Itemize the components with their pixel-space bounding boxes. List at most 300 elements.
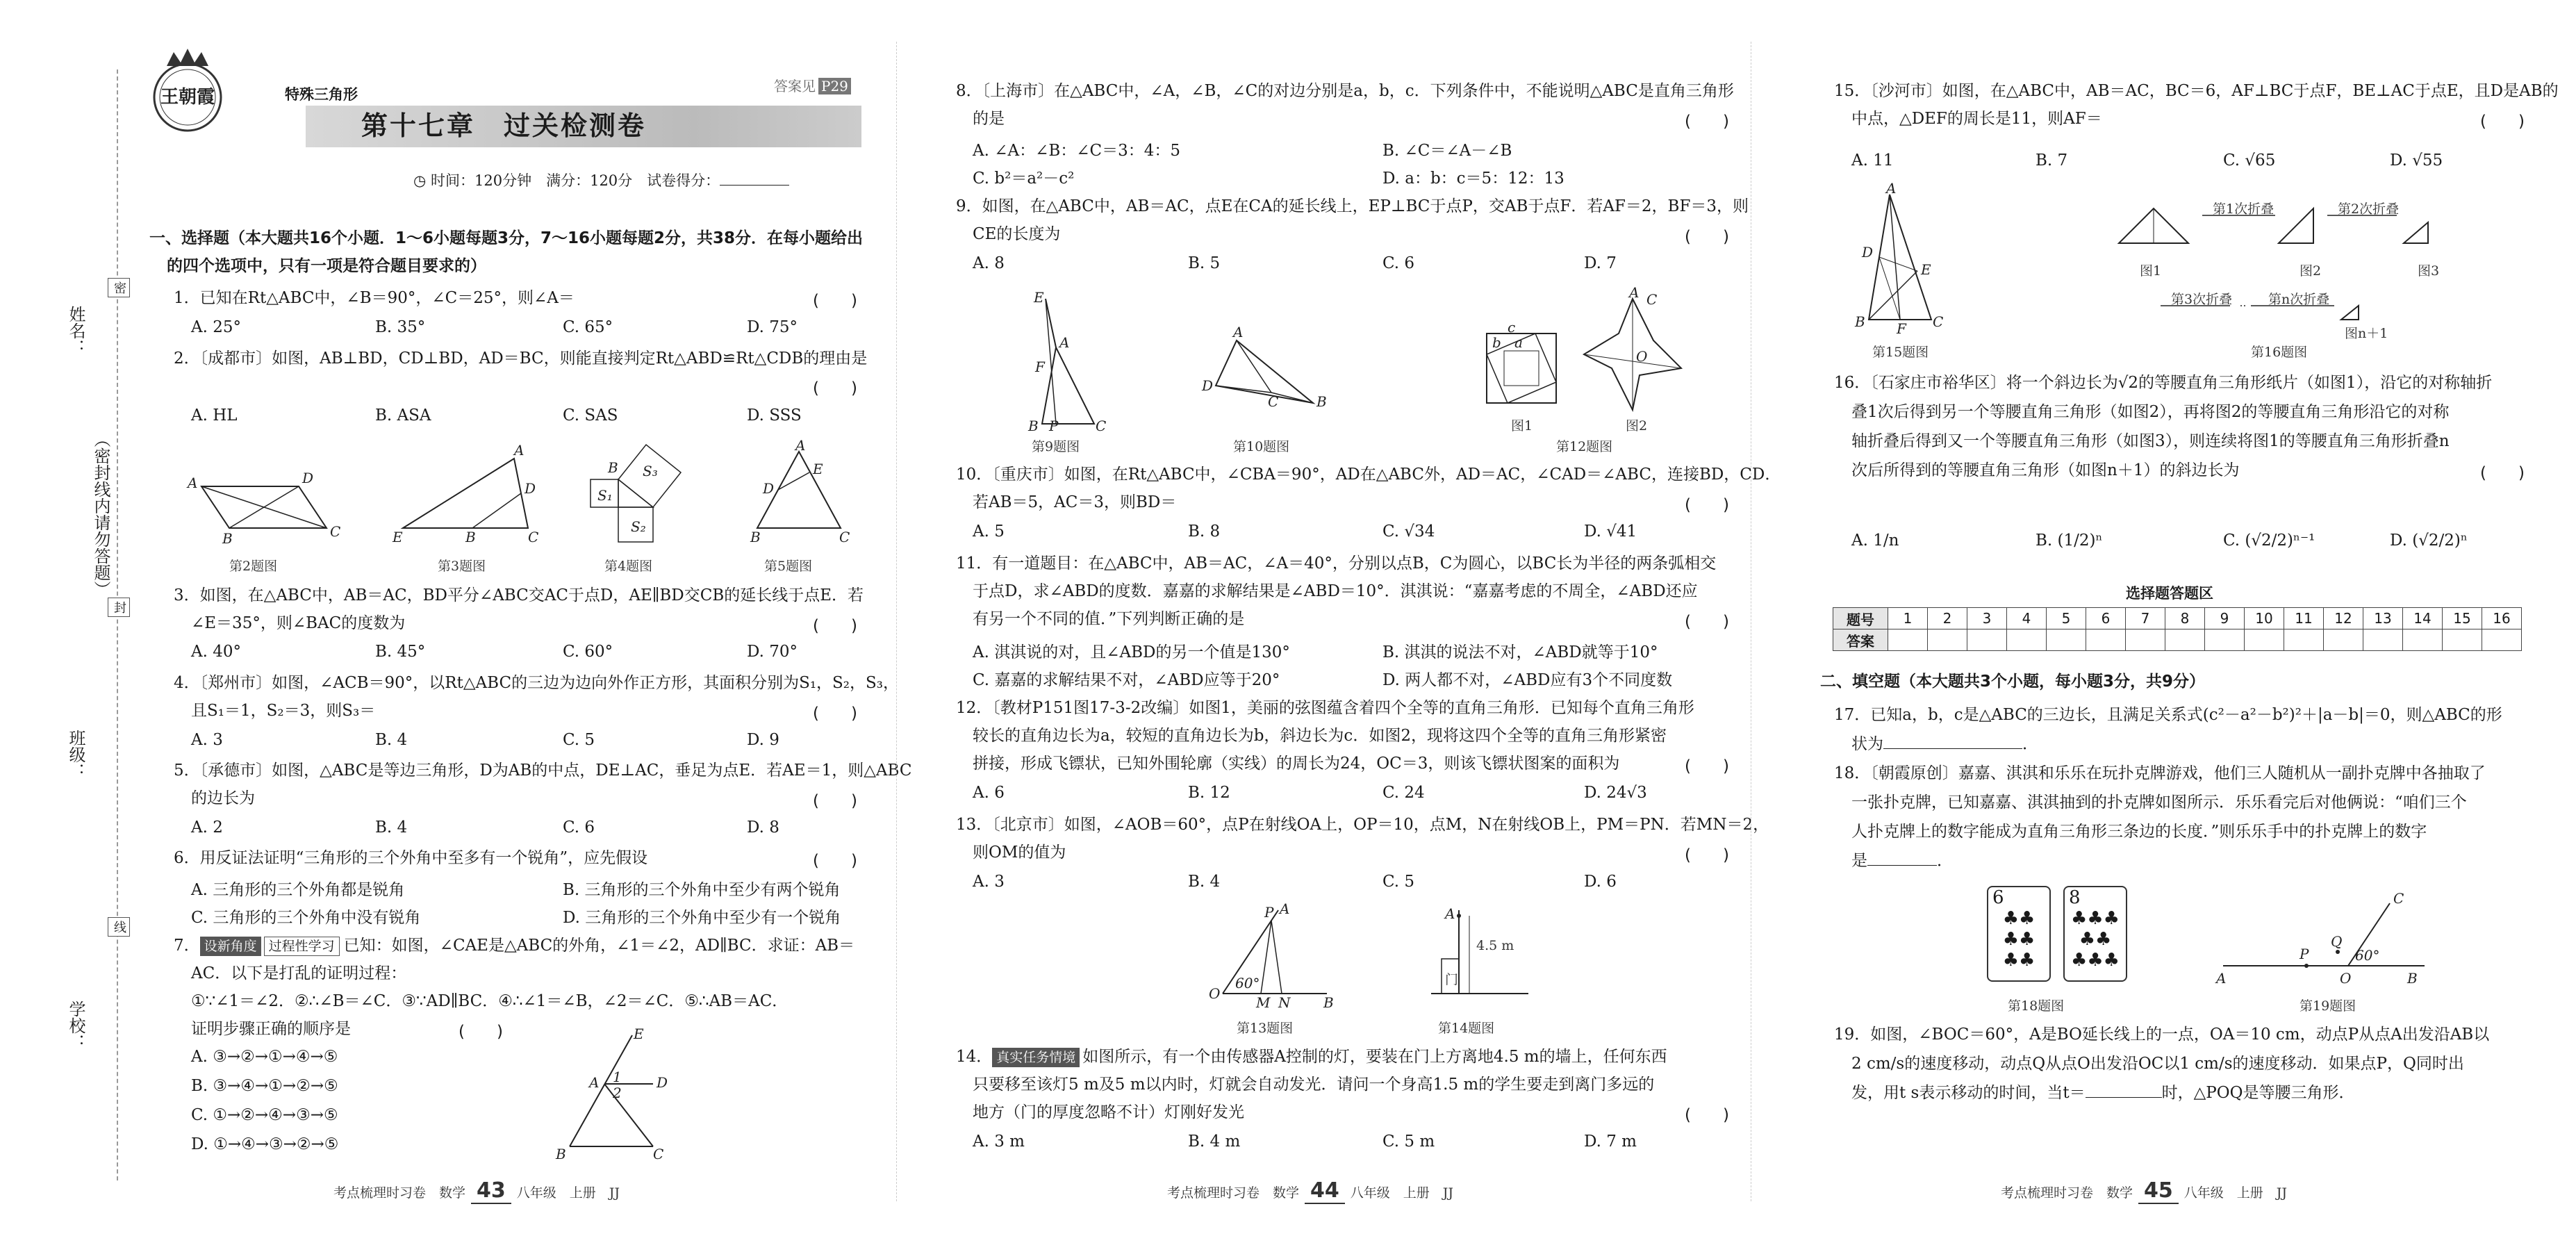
q12-stem: 12．〔教材P151图17-3-2改编〕如图1，美丽的弦图蕴含着四个全等的直角三角形．已知每个直角三角形	[956, 699, 1694, 717]
svg-text:C: C	[330, 523, 341, 540]
q12-answer-bracket[interactable]: ( )	[1685, 757, 1729, 775]
q13-option-c: C. 5	[1382, 873, 1415, 891]
q7-option-c: C. ①→②→④→③→⑤	[191, 1106, 338, 1124]
svg-text:A: A	[1629, 284, 1640, 301]
q13-option-b: B. 4	[1188, 873, 1221, 891]
playing-card-6	[1987, 886, 2051, 982]
page-number-43: 43	[471, 1178, 511, 1204]
seal-box-2: 封	[108, 598, 130, 617]
page-43	[0, 0, 912, 1243]
footer-book: 考点梳理时习卷 数学	[2001, 1185, 2133, 1201]
caption-fig12-2: 图2	[1626, 418, 1648, 434]
q16-option-c: C. (√2/2)ⁿ⁻¹	[2223, 532, 2315, 550]
answer-ref-label: 答案见	[774, 78, 816, 94]
q11-stem-cont2: 有另一个不同的值．”下列判断正确的是	[973, 610, 1245, 628]
q6-option-a: A. 三角形的三个外角都是锐角	[191, 881, 405, 899]
caption-fig19: 第19题图	[2300, 998, 2356, 1014]
answer-cell[interactable]	[2443, 629, 2482, 651]
q9-option-d: D. 7	[1584, 254, 1617, 272]
q3-option-d: D. 70°	[747, 643, 798, 661]
answer-cell[interactable]	[2284, 629, 2324, 651]
q11-option-d: D. 两人都不对，∠ABD应有3个不同度数	[1382, 671, 1673, 689]
fold-label-3: 第3次折叠	[2171, 292, 2233, 307]
q11-answer-bracket[interactable]: ( )	[1685, 613, 1729, 631]
q18-answer-blank[interactable]	[1867, 865, 1937, 866]
q3-stem: 3．如图，在△ABC中，AB＝AC，BD平分∠ABC交AC于点D，AE∥BD交CB的延长线于点E．若	[174, 586, 864, 604]
q11-option-c: C. 嘉嘉的求解结果不对，∠ABD应等于20°	[973, 671, 1280, 689]
caption-fig10: 第10题图	[1233, 439, 1290, 454]
q7-stem-text: 已知：如图，∠CAE是△ABC的外角，∠1＝∠2，AD∥BC．求证：AB＝	[343, 937, 855, 955]
fig16-label-n1: 图n＋1	[2345, 326, 2388, 341]
footer-grade: 八年级 上册 JJ	[2183, 1185, 2287, 1201]
svg-text:C: C	[528, 529, 539, 545]
q2-option-a: A. HL	[191, 406, 238, 425]
answer-cell[interactable]	[2047, 629, 2086, 651]
section-tag: 特殊三角形	[285, 86, 358, 103]
svg-text:B: B	[1028, 418, 1039, 434]
svg-text:D: D	[763, 480, 775, 497]
q19-answer-blank[interactable]	[2086, 1097, 2162, 1098]
figure-q4	[584, 438, 688, 549]
answer-grid-num: 1	[1888, 608, 1928, 629]
q3-stem-cont: ∠E＝35°，则∠BAC的度数为	[191, 614, 406, 632]
q10-option-c: C. √34	[1382, 522, 1435, 541]
q7-proof-steps: ①∵∠1＝∠2．②∴∠B＝∠C．③∵AD∥BC．④∴∠1＝∠B，∠2＝∠C．⑤∴AB＝AC．	[191, 992, 789, 1010]
score-blank[interactable]	[720, 185, 789, 186]
exam-meta-text: 时间：120分钟 满分：120分 试卷得分：	[431, 172, 720, 189]
q5-option-d: D. 8	[747, 818, 779, 837]
svg-text:D: D	[302, 470, 314, 486]
svg-text:A: A	[1280, 900, 1290, 917]
q7-option-a: A. ③→②→①→④→⑤	[191, 1048, 338, 1066]
q9-answer-bracket[interactable]: ( )	[1685, 228, 1729, 246]
answer-grid	[1833, 607, 2522, 651]
q12-stem-cont: 较长的直角边长为a，较短的直角边长为b，斜边长为c．如图2，现将这四个全等的直角三角形紧密	[973, 727, 1667, 745]
svg-text:C: C	[1933, 313, 1944, 330]
answer-grid-num: 16	[2482, 608, 2522, 629]
q19-stem-end: 时，△POQ是等腰三角形．	[2161, 1084, 2355, 1102]
q7-tag-new-angle: 设新角度	[200, 937, 261, 956]
svg-text:P: P	[2300, 946, 2309, 962]
q14-stem-cont2: 地方（门的厚度忽略不计）灯刚好发光	[973, 1103, 1244, 1121]
seal-box-3: 线	[108, 917, 130, 937]
q7-stem-cont: AC．以下是打乱的证明过程：	[191, 964, 407, 982]
svg-text:B: B	[222, 530, 233, 547]
q1-option-b: B. 35°	[375, 318, 426, 336]
fold-label-1: 第1次折叠	[2213, 201, 2274, 217]
svg-text:S₂: S₂	[631, 518, 646, 535]
q16-stem-cont: 叠1次后得到另一个等腰直角三角形（如图2），再将图2的等腰直角三角形沿它的对称	[1851, 403, 2450, 421]
q1-answer-bracket[interactable]: ( )	[813, 292, 857, 310]
card-8-rank: 8	[2069, 887, 2081, 908]
q11-stem: 11．有一道题目：在△ABC中，AB＝AC，∠A＝40°，分别以点B，C为圆心，以BC长为半径的两条弧相交	[956, 554, 1717, 573]
footer-45	[2001, 1178, 2287, 1203]
svg-text:A: A	[1059, 334, 1070, 351]
q17-stem-cont-text: 状为	[1851, 735, 1883, 753]
answer-grid-num: 6	[2086, 608, 2126, 629]
q6-option-b: B. 三角形的三个外角中至少有两个锐角	[563, 881, 841, 899]
seal-line	[117, 69, 118, 1180]
footer-book: 考点梳理时习卷 数学	[1167, 1185, 1300, 1201]
fig14-height-label: 4.5 m	[1476, 938, 1514, 953]
school-field-label: 学校：	[66, 1001, 85, 1051]
fig14-door-label: 门	[1445, 972, 1459, 987]
q6-answer-bracket[interactable]: ( )	[813, 852, 857, 870]
caption-fig13: 第13题图	[1237, 1021, 1294, 1036]
q16-answer-bracket[interactable]: ( )	[2480, 464, 2525, 482]
q18-stem-cont3: 是 ．	[1851, 852, 1953, 870]
svg-text:C: C	[1096, 418, 1107, 434]
q14-stem-text: 如图所示，有一个由传感器A控制的灯，要装在门上方离地4.5 m的墙上，任何东西	[1082, 1048, 1667, 1066]
answer-grid-num: 11	[2284, 608, 2324, 629]
svg-text:60°: 60°	[2355, 947, 2380, 964]
figure-q14	[1417, 903, 1535, 1007]
club-icon: ♣♣ ♣♣ ♣♣	[2002, 908, 2036, 971]
q13-stem-cont: 则OM的值为	[973, 843, 1066, 862]
answer-grid-num: 14	[2403, 608, 2443, 629]
q11-option-b: B. 淇淇的说法不对，∠ABD就等于10°	[1382, 643, 1658, 661]
q2-option-c: C. SAS	[563, 406, 618, 425]
q9-option-a: A. 8	[973, 254, 1005, 272]
caption-fig14: 第14题图	[1438, 1021, 1495, 1036]
seal-notice: （密封线内请勿答题）	[91, 431, 110, 598]
svg-text:S₁: S₁	[597, 487, 613, 504]
svg-text:D: D	[525, 480, 536, 497]
q12-option-c: C. 24	[1382, 784, 1425, 802]
q14-option-d: D. 7 m	[1584, 1133, 1637, 1151]
playing-card-8	[2063, 886, 2127, 982]
answer-grid-num: 9	[2205, 608, 2245, 629]
svg-text:B: B	[1855, 313, 1865, 330]
q14-option-c: C. 5 m	[1382, 1133, 1435, 1151]
q19-stem-cont2-text: 发，用t s表示移动的时间，当t＝	[1851, 1084, 2086, 1102]
q19-stem: 19．如图，∠BOC＝60°，A是BO延长线上的一点，OA＝10 cm，动点P从点A出发沿AB以	[1834, 1026, 2490, 1044]
answer-cell[interactable]	[2205, 629, 2245, 651]
answer-cell[interactable]	[2403, 629, 2443, 651]
figure-q19	[2216, 889, 2438, 987]
q6-stem: 6．用反证法证明“三角形的三个外角中至多有一个锐角”，应先假设	[174, 849, 648, 867]
fig16-label-3: 图3	[2418, 263, 2440, 279]
footer-44	[1167, 1178, 1453, 1203]
q14-option-a: A. 3 m	[973, 1133, 1025, 1151]
figure-q9	[1028, 289, 1107, 434]
answer-reference	[771, 75, 851, 95]
answer-cell[interactable]	[2086, 629, 2126, 651]
seal-box-1: 密	[108, 278, 130, 297]
q17-stem: 17．已知a，b，c是△ABC的三边长，且满足关系式(c²－a²－b²)²＋|a－b|＝0，则△ABC的形	[1834, 706, 2502, 724]
page-44	[896, 0, 1781, 1243]
q3-answer-bracket[interactable]: ( )	[813, 617, 857, 635]
svg-text:B: B	[465, 529, 476, 545]
q14-stem: 14． 真实任务情境 如图所示，有一个由传感器A控制的灯，要装在门上方离地4.5 m的墙上，任何东西	[956, 1048, 1667, 1066]
caption-fig4: 第4题图	[604, 559, 653, 574]
svg-text:O: O	[2340, 970, 2352, 987]
q16-option-b: B. (1/2)ⁿ	[2036, 532, 2103, 550]
answer-ref-page: P29	[818, 78, 851, 94]
q14-tag: 真实任务情境	[992, 1048, 1080, 1067]
q15-stem-cont: 中点，△DEF的周长是11，则AF＝	[1851, 110, 2102, 128]
q15-stem: 15．〔沙河市〕如图，在△ABC中，AB＝AC，BC＝6，AF⊥BC于点F，BE⊥AC于点E，且D是AB的	[1834, 82, 2559, 100]
answer-cell[interactable]	[2245, 629, 2284, 651]
svg-text:A: A	[589, 1074, 600, 1091]
q4-stem: 4．〔郑州市〕如图，∠ACB＝90°，以Rt△ABC的三边为边向外作正方形，其面积分别为S₁，S₂，S₃，	[174, 674, 899, 692]
figure-q10	[1202, 324, 1334, 417]
q15-answer-bracket[interactable]: ( )	[2480, 113, 2525, 131]
q5-option-c: C. 6	[563, 818, 595, 837]
answer-grid-answer-label: 答案	[1833, 629, 1888, 651]
page-number-45: 45	[2138, 1178, 2179, 1204]
q9-stem: 9．如图，在△ABC中，AB＝AC，点E在CA的延长线上，EP⊥BC于点P，交AB于点F．若AF＝2，BF＝3，则	[956, 197, 1749, 215]
answer-grid-num: 4	[2007, 608, 2047, 629]
answer-grid-num: 8	[2165, 608, 2205, 629]
fold-label-2: 第2次折叠	[2338, 201, 2400, 217]
caption-fig16: 第16题图	[2251, 345, 2308, 360]
q6-option-d: D. 三角形的三个外角中至少有一个锐角	[563, 909, 841, 927]
q15-option-b: B. 7	[2036, 151, 2068, 170]
answer-cell[interactable]	[1888, 629, 1928, 651]
q12-option-d: D. 24√3	[1584, 784, 1647, 802]
svg-text:王朝霞: 王朝霞	[160, 87, 215, 108]
svg-text:S₃: S₃	[643, 463, 658, 479]
q16-option-d: D. (√2/2)ⁿ	[2390, 532, 2468, 550]
figure-q5	[750, 437, 850, 545]
svg-text:B: B	[750, 529, 761, 545]
caption-fig9: 第9题图	[1032, 439, 1080, 454]
q3-option-a: A. 40°	[191, 643, 241, 661]
answer-grid-num: 5	[2047, 608, 2086, 629]
q10-stem: 10．〔重庆市〕如图，在Rt△ABC中，∠CBA＝90°，AD在△ABC外，AD＝AC，∠CAD＝∠ABC，连接BD，CD．	[956, 466, 1781, 484]
caption-fig12: 第12题图	[1556, 439, 1613, 454]
svg-text:B: B	[2407, 970, 2418, 987]
answer-table-title: 选择题答题区	[2126, 585, 2213, 602]
q16-stem: 16．〔石家庄市裕华区〕将一个斜边长为√2的等腰直角三角形纸片（如图1），沿它的对称轴折	[1834, 374, 2493, 392]
answer-cell[interactable]	[1928, 629, 1967, 651]
q16-option-a: A. 1/n	[1851, 532, 1899, 550]
svg-text:E: E	[813, 461, 823, 477]
svg-text:C: C	[2393, 890, 2404, 907]
answer-grid-num: 10	[2245, 608, 2284, 629]
answer-cell[interactable]	[2324, 629, 2363, 651]
answer-grid-num: 13	[2363, 608, 2403, 629]
q19-stem-cont2	[1851, 1078, 2355, 1108]
q11-option-a: A. 淇淇说的对，且∠ABD的另一个值是130°	[973, 643, 1290, 661]
svg-text:1: 1	[613, 1069, 622, 1085]
section-1-heading: 一、选择题（本大题共16个小题．1～6小题每题3分，7～16小题每题2分，共38分．在每小题给出	[149, 229, 864, 247]
figure-q2	[188, 452, 354, 547]
name-field-label: 姓名：	[66, 306, 85, 356]
q7-prompt: 证明步骤正确的顺序是	[191, 1020, 351, 1038]
fig16-label-2: 图2	[2300, 263, 2322, 279]
svg-text:E: E	[1034, 289, 1044, 306]
q13-answer-bracket[interactable]: ( )	[1685, 846, 1729, 864]
publisher-logo	[146, 42, 229, 139]
svg-text:a: a	[1514, 334, 1523, 351]
q10-stem-cont: 若AB＝5，AC＝3，则BD＝	[973, 493, 1177, 511]
q17-stem-cont: 状为 ．	[1851, 735, 2038, 753]
q5-answer-bracket[interactable]: ( )	[813, 792, 857, 810]
q7-option-b: B. ③→④→①→②→⑤	[191, 1077, 338, 1095]
svg-text:N: N	[1278, 994, 1291, 1011]
card-6-rank: 6	[1992, 887, 2004, 908]
svg-text:A: A	[1233, 324, 1244, 340]
q2-option-d: D. SSS	[747, 406, 802, 425]
svg-text:2: 2	[613, 1085, 622, 1101]
q8-option-b: B. ∠C＝∠A－∠B	[1382, 142, 1512, 160]
answer-grid-num: 12	[2324, 608, 2363, 629]
q18-stem-cont: 一张扑克牌，已知嘉嘉、淇淇抽到的扑克牌如图所示．乐乐看完后对他俩说：“咱们三个	[1851, 793, 2467, 812]
exam-meta	[413, 170, 789, 190]
q7-option-d: D. ①→④→③→②→⑤	[191, 1135, 339, 1153]
svg-text:c: c	[1508, 319, 1516, 336]
svg-text:B: B	[608, 459, 618, 476]
footer-book: 考点梳理时习卷 数学	[333, 1185, 466, 1201]
answer-cell[interactable]	[2126, 629, 2165, 651]
q3-option-c: C. 60°	[563, 643, 613, 661]
figure-q7	[556, 1028, 681, 1160]
q9-option-b: B. 5	[1188, 254, 1221, 272]
q18-stem-cont3-text: 是	[1851, 852, 1867, 870]
q16-stem-cont3: 次后所得到的等腰直角三角形（如图n＋1）的斜边长为	[1851, 461, 2240, 479]
q10-option-a: A. 5	[973, 522, 1005, 541]
caption-fig3: 第3题图	[438, 559, 486, 574]
q5-stem-cont: 的边长为	[191, 789, 255, 807]
q4-stem-cont: 且S₁＝1，S₂＝3，则S₃＝	[191, 702, 376, 720]
answer-cell[interactable]	[2165, 629, 2205, 651]
svg-text:A: A	[188, 475, 198, 491]
page-45	[1751, 0, 2576, 1243]
section-2-heading: 二、填空题（本大题共3个小题，每小题3分，共9分）	[1820, 673, 2206, 691]
q16-stem-cont2: 轴折叠后得到又一个等腰直角三角形（如图3），则连续将图1的等腰直角三角形折叠n	[1851, 432, 2450, 450]
q4-option-b: B. 4	[375, 731, 408, 749]
svg-text:C: C	[839, 529, 850, 545]
q5-stem: 5．〔承德市〕如图，△ABC是等边三角形，D为AB的中点，DE⊥AC，垂足为点E．若AE＝1，则△ABC	[174, 762, 912, 780]
caption-fig12-1: 图1	[1511, 418, 1533, 434]
svg-text:M: M	[1256, 994, 1271, 1011]
q9-stem-cont: CE的长度为	[973, 225, 1061, 243]
q1-option-c: C. 65°	[563, 318, 613, 336]
q8-option-d: D. a：b：c＝5：12：13	[1382, 170, 1564, 188]
answer-cell[interactable]	[1967, 629, 2007, 651]
q13-option-d: D. 6	[1584, 873, 1617, 891]
caption-fig15: 第15题图	[1872, 345, 1929, 360]
answer-grid-head-label: 题号	[1833, 608, 1888, 629]
svg-text:B: B	[1323, 994, 1334, 1011]
q12-option-a: A. 6	[973, 784, 1005, 802]
svg-text:P: P	[1049, 418, 1059, 434]
club-icon: ♣♣♣ ♣♣ ♣♣♣	[2071, 908, 2120, 971]
figure-q15	[1855, 180, 1945, 337]
fig16-label-1: 图1	[2140, 263, 2162, 279]
q15-option-a: A. 11	[1851, 151, 1894, 170]
figure-q12-2	[1577, 284, 1688, 417]
q18-stem: 18．〔朝霞原创〕嘉嘉、淇淇和乐乐在玩扑克牌游戏，他们三人随机从一副扑克牌中各抽取了	[1834, 764, 2486, 782]
answer-cell[interactable]	[2007, 629, 2047, 651]
q10-option-d: D. √41	[1584, 522, 1637, 541]
q8-option-a: A. ∠A：∠B：∠C＝3：4：5	[973, 142, 1181, 160]
answer-grid-header-row	[1833, 608, 2522, 629]
q17-answer-blank[interactable]	[1883, 748, 2022, 749]
q15-option-c: C. √65	[2223, 151, 2276, 170]
q13-option-a: A. 3	[973, 873, 1005, 891]
q8-option-c: C. b²＝a²－c²	[973, 170, 1075, 188]
answer-grid-num: 15	[2443, 608, 2482, 629]
q8-stem: 8．〔上海市〕在△ABC中，∠A，∠B，∠C的对边分别是a，b，c．下列条件中，不能说明△ABC是直角三角形	[956, 82, 1734, 100]
answer-grid-num: 2	[1928, 608, 1967, 629]
q1-option-a: A. 25°	[191, 318, 241, 336]
answer-cell[interactable]	[2363, 629, 2403, 651]
q14-answer-bracket[interactable]: ( )	[1685, 1106, 1729, 1124]
svg-text:F: F	[1897, 320, 1906, 337]
q5-option-a: A. 2	[191, 818, 223, 837]
fold-label-n: 第n次折叠	[2268, 292, 2330, 307]
svg-text:E: E	[1921, 261, 1931, 278]
q4-answer-bracket[interactable]: ( )	[813, 705, 857, 723]
svg-text:E: E	[634, 1026, 644, 1042]
answer-cell[interactable]	[2482, 629, 2522, 651]
footer-grade: 八年级 上册 JJ	[516, 1185, 620, 1201]
q10-option-b: B. 8	[1188, 522, 1221, 541]
answer-grid-answer-row	[1833, 629, 2522, 651]
q12-option-b: B. 12	[1188, 784, 1230, 802]
caption-fig5: 第5题图	[764, 559, 813, 574]
q10-answer-bracket[interactable]: ( )	[1685, 496, 1729, 514]
q8-stem-cont: 的是	[973, 110, 1005, 128]
q14-option-b: B. 4 m	[1188, 1133, 1241, 1151]
svg-text:C: C	[1268, 393, 1279, 410]
svg-text:B: B	[556, 1146, 566, 1162]
q1-option-d: D. 75°	[747, 318, 798, 336]
figure-q12-1	[1480, 319, 1563, 410]
caption-fig2: 第2题图	[229, 559, 278, 574]
svg-text:O: O	[1636, 348, 1648, 365]
q3-option-b: B. 45°	[375, 643, 426, 661]
q9-option-c: C. 6	[1382, 254, 1415, 272]
footer-grade: 八年级 上册 JJ	[1350, 1185, 1453, 1201]
svg-text:E: E	[393, 529, 403, 545]
q4-option-a: A. 3	[191, 731, 223, 749]
figure-q3	[389, 442, 549, 545]
svg-text:B: B	[1316, 393, 1327, 410]
q13-stem: 13．〔北京市〕如图，∠AOB＝60°，点P在射线OA上，OP＝10，点M，N在射线OB上，PM＝PN．若MN＝2，	[956, 816, 1769, 834]
caption-fig18: 第18题图	[2008, 998, 2065, 1014]
section-1-heading-cont: 的四个选项中，只有一项是符合题目要求的）	[167, 257, 486, 275]
q12-stem-cont2: 拼接，形成飞镖状，已知外围轮廓（实线）的周长为24，OC＝3，则该飞镖状图案的面积为	[973, 755, 1620, 773]
svg-text:F: F	[1035, 359, 1045, 375]
svg-text:O: O	[1209, 985, 1221, 1002]
svg-text:C: C	[1646, 291, 1658, 308]
page-number-44: 44	[1305, 1178, 1345, 1204]
q4-option-d: D. 9	[747, 731, 779, 749]
q2-stem: 2．〔成都市〕如图，AB⊥BD，CD⊥BD，AD＝BC，则能直接判定Rt△ABD≌Rt△CDB的理由是	[174, 349, 868, 368]
q6-option-c: C. 三角形的三个外角中没有锐角	[191, 909, 421, 927]
svg-text:D: D	[1202, 377, 1214, 394]
svg-text:b: b	[1492, 334, 1501, 351]
q5-option-b: B. 4	[375, 818, 408, 837]
svg-text:A: A	[514, 442, 525, 459]
q1-stem: 1．已知在Rt△ABC中，∠B＝90°，∠C＝25°，则∠A＝	[174, 289, 575, 307]
chapter-title: 第十七章 过关检测卷	[361, 110, 647, 141]
q14-stem-cont: 只要移至该灯5 m及5 m以内时，灯就会自动发光．请问一个身高1.5 m的学生要走到离门多远的	[973, 1076, 1655, 1094]
svg-text:A: A	[1886, 180, 1897, 197]
svg-text:A: A	[795, 437, 806, 454]
q8-answer-bracket[interactable]: ( )	[1685, 113, 1729, 131]
q2-answer-bracket[interactable]: ( )	[813, 379, 857, 397]
q7-answer-bracket[interactable]: ( )	[459, 1023, 503, 1041]
answer-grid-num: 7	[2126, 608, 2165, 629]
q18-stem-cont2: 人扑克牌上的数字能成为直角三角形三条边的长度．”则乐乐手中的扑克牌上的数字	[1851, 823, 2427, 841]
q7-stem: 7． 设新角度 过程性学习 已知：如图，∠CAE是△ABC的外角，∠1＝∠2，AD∥BC．求证：AB＝	[174, 937, 855, 955]
svg-text:D: D	[657, 1074, 668, 1091]
